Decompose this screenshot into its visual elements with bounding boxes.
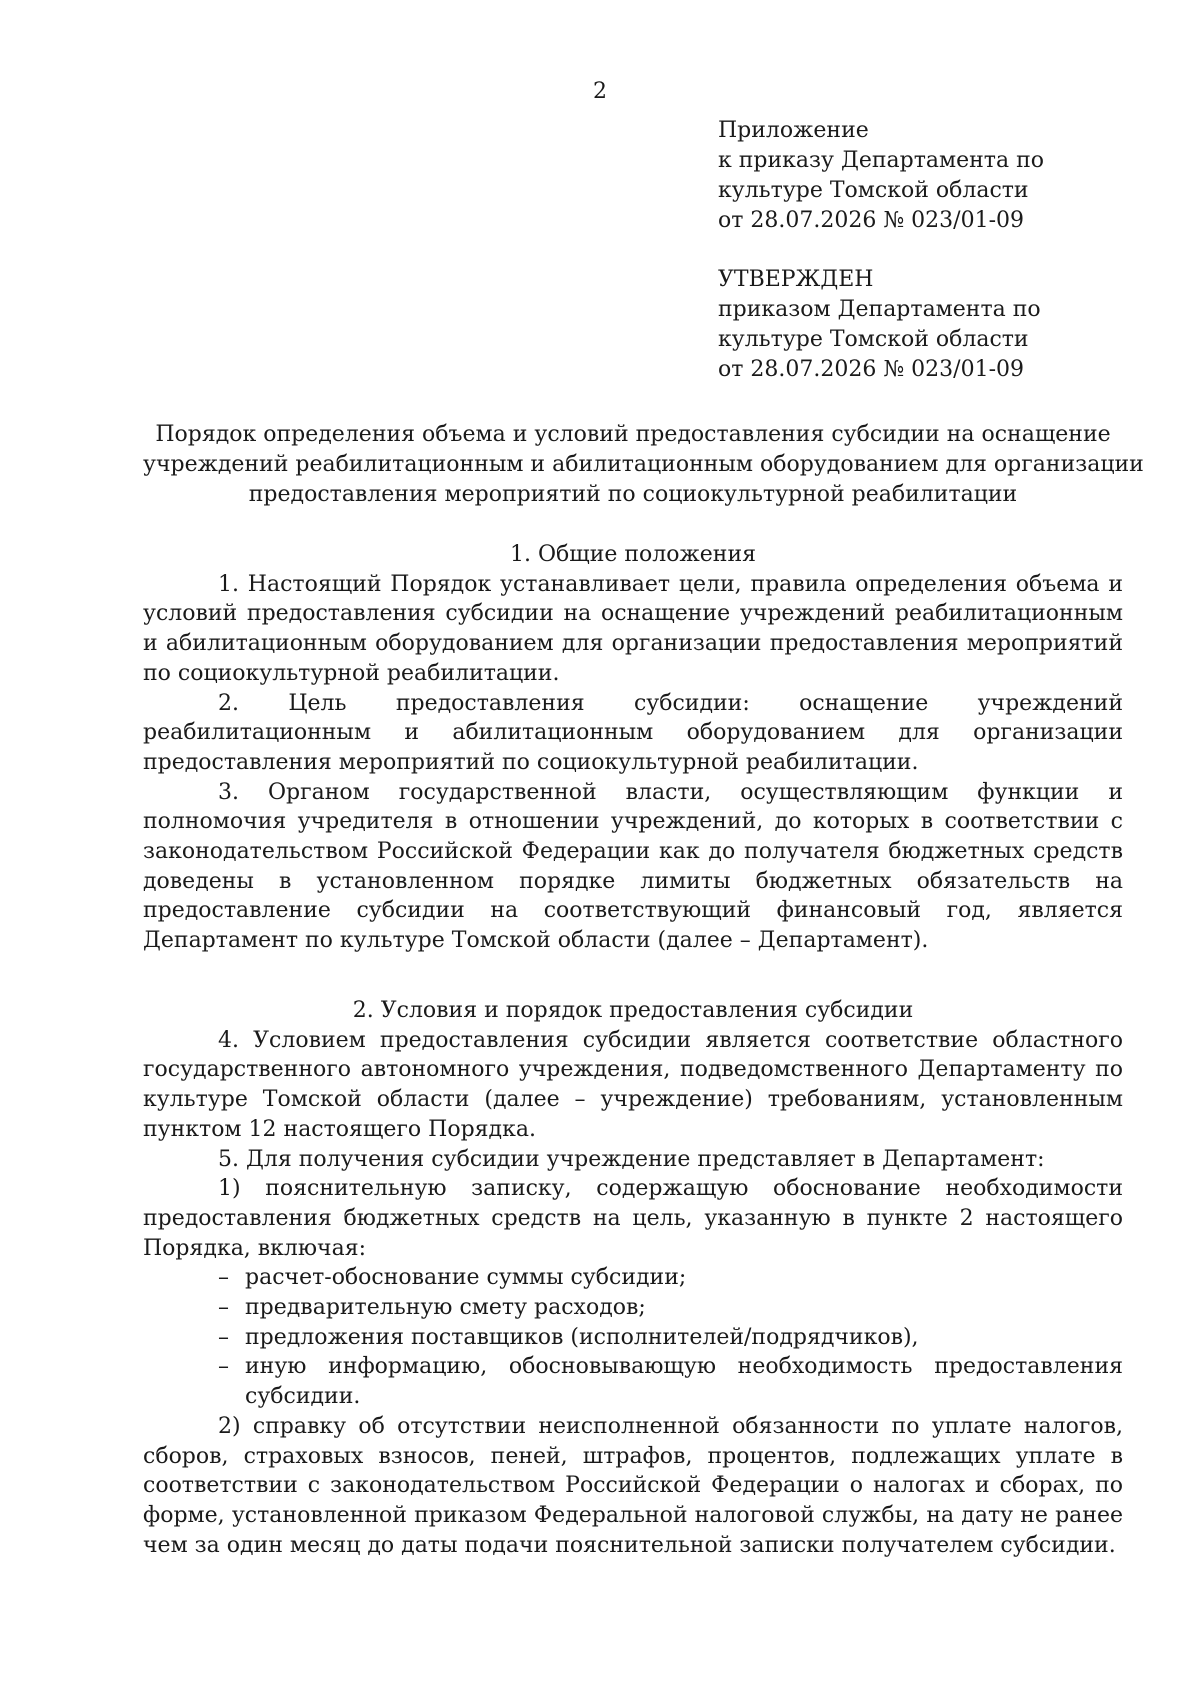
appendix-line: к приказу Департамента по bbox=[718, 148, 1044, 173]
approved-line: культуре Томской области bbox=[718, 327, 1029, 352]
paragraph-5: 5. Для получения субсидии учреждение представляет в Департамент: bbox=[218, 1146, 1045, 1172]
document-list bbox=[143, 1263, 1123, 1412]
title-line: учреждений реабилитационным и абилитационным оборудованием для организации bbox=[143, 452, 1144, 477]
appendix-line: культуре Томской области bbox=[718, 178, 1029, 203]
appendix-line: от 28.07.2026 № 023/01-09 bbox=[718, 208, 1025, 233]
section-general-provisions bbox=[143, 540, 1123, 956]
paragraph-4: 4. Условием предоставления субсидии является соответствие областного государственного автономного учреждения, подведомственного Департаменту по культуре Томской области (далее – учреждение) требованиям, установленным пунктом 12 настоящего Порядка. bbox=[143, 1027, 1123, 1142]
section-heading: 1. Общие положения bbox=[510, 542, 756, 567]
list-item bbox=[143, 1293, 1123, 1323]
list-item-text: предварительную смету расходов; bbox=[245, 1295, 646, 1321]
list-item-text: предложения поставщиков (исполнителей/подрядчиков), bbox=[245, 1324, 919, 1350]
dash-bullet: – bbox=[218, 1324, 229, 1350]
list-item bbox=[143, 1323, 1123, 1353]
title-line: предоставления мероприятий по социокультурной реабилитации bbox=[248, 482, 1018, 507]
subparagraph-5-1: 1) пояснительную записку, содержащую обоснование необходимости предоставления бюджетных средств на цель, указанную в пункте 2 настоящего Порядка, включая: bbox=[143, 1176, 1123, 1261]
approved-line: приказом Департамента по bbox=[718, 297, 1041, 322]
paragraph-1: 1. Настоящий Порядок устанавливает цели, правила определения объема и условий предоставления субсидии на оснащение учреждений реабилитационным и абилитационным оборудованием для организации предоставления мероприятий по социокультурной реабилитации. bbox=[143, 571, 1123, 686]
section-conditions bbox=[143, 996, 1123, 1560]
document-title bbox=[143, 420, 1144, 510]
page-number: 2 bbox=[593, 79, 607, 104]
list-item bbox=[143, 1263, 1123, 1293]
dash-bullet: – bbox=[218, 1265, 229, 1291]
list-item-text: расчет-обоснование суммы субсидии; bbox=[245, 1265, 687, 1291]
approved-line: от 28.07.2026 № 023/01-09 bbox=[718, 357, 1025, 382]
subparagraph-5-2: 2) справку об отсутствии неисполненной обязанности по уплате налогов, сборов, страховых взносов, пеней, штрафов, процентов, подлежащих уплате в соответствии с законодательством Российской Федерации о налогах и сборах, по форме, установленной приказом Федеральной налоговой службы, на дату не ранее чем за один месяц до даты подачи пояснительной записки получателем субсидии. bbox=[143, 1413, 1123, 1558]
appendix-line: Приложение bbox=[718, 118, 869, 143]
dash-bullet: – bbox=[218, 1354, 229, 1380]
paragraph-3: 3. Органом государственной власти, осуществляющим функции и полномочия учредителя в отношении учреждений, до которых в соответствии с законодательством Российской Федерации как до получателя бюджетных средств доведены в установленном порядке лимиты бюджетных обязательств на предоставление субсидии на соответствующий финансовый год, является Департамент по культуре Томской области (далее – Департамент). bbox=[143, 779, 1123, 954]
list-item bbox=[143, 1352, 1123, 1411]
title-line: Порядок определения объема и условий предоставления субсидии на оснащение bbox=[155, 422, 1111, 447]
approved-line: УТВЕРЖДЕН bbox=[718, 267, 874, 292]
section-heading: 2. Условия и порядок предоставления субсидии bbox=[352, 998, 914, 1023]
paragraph-2: 2. Цель предоставления субсидии: оснащение учреждений реабилитационным и абилитационным оборудованием для организации предоставления мероприятий по социокультурной реабилитации. bbox=[143, 690, 1123, 775]
list-item-text: иную информацию, обосновывающую необходимость предоставления субсидии. bbox=[245, 1354, 1123, 1410]
approval-stamp-block bbox=[718, 265, 1158, 385]
dash-bullet: – bbox=[218, 1295, 229, 1321]
appendix-reference-block bbox=[718, 116, 1158, 236]
